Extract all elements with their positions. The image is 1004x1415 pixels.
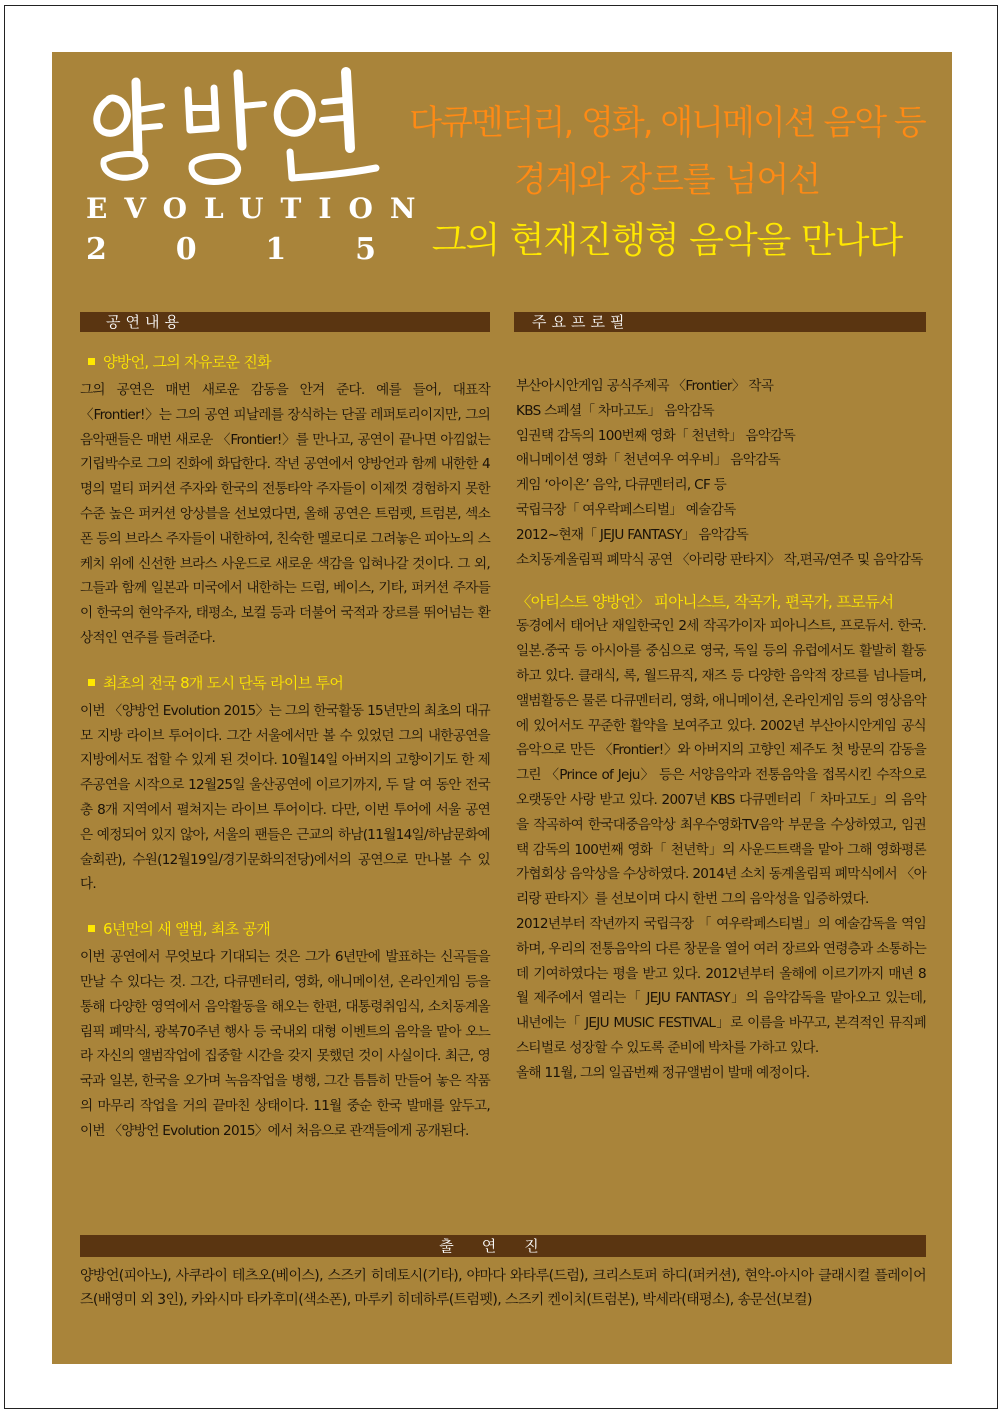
year-digit: 1 [265,232,287,267]
evolution-wordmark: EVOLUTION [86,192,433,225]
year-digit: 0 [175,232,197,267]
paragraph: 그의 공연은 매번 새로운 감동을 안겨 준다. 예를 들어, 대표작 〈Frontier!〉는 그의 공연 피날레를 장식하는 단골 레퍼토리이지만, 그의 음악팬들은 매번 새로운 〈Frontier!〉를 만나고, 공연이 끝나면 아낌없는 기립박수로 그의 진화에 화답한다. 작년 공연에서 양방언과 함께 내한한 4명의 멀티 퍼커션 주자와 한국의 전통타악 주자들이 이제껏 경험하지 못한 수준 높은 퍼커션 앙상블을 선보였다면, 올해 공연은 트럼펫, 트럼본, 섹소폰 등의 브라스 주자들이 내한하여, 친숙한 멜로디로 그려놓은 피아노의 스케치 위에 신선한 브라스 사운드로 새로운 색감을 입혀나갈 것이다. 그 외, 그들과 함께 일본과 미국에서 내한하는 드럼, 베이스, 기타, 퍼커션 주자들이 한국의 현악주자, 태평소, 보컬 등과 더불어 국적과 장르를 뛰어넘는 환상적인 연주를 들려준다. [80,382,490,646]
profile-item: 국립극장「 여우락페스티벌」 예술감독 [516,501,736,518]
profile-item: 게임 ‘아이온’ 음악, 다큐멘터리, CF 등 [516,477,727,494]
paragraph: 이번 〈양방언 Evolution 2015〉는 그의 한국활동 15년만의 최초의 대규모 지방 라이브 투어이다. 그간 서울에서만 볼 수 있었던 그의 내한공연을 지방에서도 접할 수 있게 된 것이다. 10월14일 아버지의 고향이기도 한 제주공연을 시작으로 12월25일 울산공연에 이르기까지, 두 달 여 동안 전국 총 8개 지역에서 펼쳐지는 라이브 투어이다. 다만, 이번 투어에 서울 공연은 예정되어 있지 않아, 서울의 팬들은 근교의 하남(11월14일/하남문화예술회관), 수원(12월19일/경기문화의전당)에서의 공연으로 만나볼 수 있다. [80,702,490,893]
bullet-square-icon [88,358,95,365]
subheading: 최초의 전국 8개 도시 단독 라이브 투어 [80,671,490,695]
profile-item: 부산아시안게임 공식주제곡 〈Frontier〉 작곡 [516,378,774,394]
subheading: 양방언, 그의 자유로운 진화 [80,350,490,374]
artist-paragraph: 올해 11월, 그의 일곱번째 정규앨범이 발매 예정이다. [516,1064,810,1081]
headline [382,97,952,271]
performance-column [80,350,490,1144]
profile-item: 애니메이션 영화「 천년여우 여우비」 음악감독 [516,452,781,469]
profile-item: 2012~현재「 JEJU FANTASY」 음악감독 [516,526,749,543]
artist-paragraph: 동경에서 태어난 재일한국인 2세 작곡가이자 피아니스트, 프로듀서. 한국.일본.중국 등 아시아를 중심으로 영국, 독일 등의 유럽에서도 활발히 활동하고 있다. 클래식, 록, 월드뮤직, 재즈 등 다양한 음악적 장르를 넘나들며, 앨범활동은 물론 다큐멘터리, 영화, 애니메이션, 온라인게임 등의 영상음악에 있어서도 꾸준한 활약을 보여주고 있다. 2002년 부산아시안게임 공식음악으로 만든 〈Frontier!〉와 아버지의 고향인 제주도 첫 방문의 감동을 그린 〈Prince of Jeju〉 등은 서양음악과 전통음악을 접목시킨 수작으로 오랫동안 사랑 받고 있다. 2007년 KBS 다큐멘터리「 차마고도」의 음악을 작곡하여 한국대중음악상 최우수영화TV음악 부문을 수상하였고, 임권택 감독의 100번째 영화「 천년학」의 사운드트랙을 맡아 그해 영화평론가협회상 음악상을 수상하였다. 2014년 소치 동계올림픽 폐막식에서 〈아리랑 판타지〉를 선보이며 다시 한번 그의 음악성을 입증하였다. [516,618,926,908]
year-digit: 5 [355,232,376,267]
profile-list [516,374,926,572]
section-bar-label: 주요프로필 [532,313,630,331]
profile-column [516,374,926,1086]
section-bar-label: 공연내용 [106,313,184,331]
yang-bang-eon-calligraphy-logo [78,60,388,190]
section-bar-cast [80,1235,926,1257]
profile-item: KBS 스페셜「 차마고도」 음악감독 [516,402,714,419]
profile-item: 소치동계올림픽 폐막식 공연 〈아리랑 판타지〉 작,편곡/연주 및 음악감독 [516,551,923,568]
subheading: 6년만의 새 앨범, 최초 공개 [80,917,490,941]
headline-line-3: 그의 현재진행형 음악을 만나다 [431,220,903,261]
profile-item: 임권택 감독의 100번째 영화「 천년학」 음악감독 [516,427,796,444]
cast-list: 양방언(피아노), 사쿠라이 테츠오(베이스), 스즈키 히데토시(기타), 야마다 와타루(드럼), 크리스토퍼 하디(퍼커션), 현악-아시아 클래시컬 플레이어즈(배영미 외 3인), 카와시마 타카후미(색소폰), 마루키 히데하루(트럼펫), 스즈키 켄이치(트럼본), 박세라(태평소), 송문선(보컬) [80,1268,926,1308]
artist-paragraph: 2012년부터 작년까지 국립극장 「 여우락페스티벌」의 예술감독을 역임하며, 우리의 전통음악의 다른 창문을 열어 여러 장르와 연령층과 소통하는데 기여하였다는 평을 받고 있다. 2012년부터 올해에 이르기까지 매년 8월 제주에서 열리는「 JEJU FANTASY」의 음악감독을 맡아오고 있는데, 내년에는「 JEJU MUSIC FESTIVAL」로 이름을 바꾸고, 본격적인 뮤직페스티벌로 성장할 수 있도록 준비에 박차를 가하고 있다. [516,915,926,1056]
section-bar-profile [514,312,926,332]
year-wordmark [86,232,376,267]
year-digit: 2 [86,232,107,267]
headline-line-2: 경계와 장르를 넘어선 [513,160,821,200]
poster-panel [52,52,952,1364]
bullet-square-icon [88,679,95,686]
section-bar-performance [80,312,490,332]
headline-line-1: 다큐멘터리, 영화, 애니메이션 음악 등 [409,103,925,143]
artist-heading: 〈아티스트 양방언〉 피아니스트, 작곡가, 편곡가, 프로듀서 [516,593,894,612]
section-bar-label: 출연진 [439,1237,567,1255]
bullet-square-icon [88,925,95,932]
paragraph: 이번 공연에서 무엇보다 기대되는 것은 그가 6년만에 발표하는 신곡들을 만날 수 있다는 것. 그간, 다큐멘터리, 영화, 애니메이션, 온라인게임 등을 통해 다양한 영역에서 음악활동을 해오는 한편, 대통령취임식, 소치동계올림픽 폐막식, 광복70주년 행사 등 국내외 대형 이벤트의 음악을 맡아 오느라 자신의 앨범작업에 집중할 시간을 갖지 못했던 것이 사실이다. 최근, 영국과 일본, 한국을 오가며 녹음작업을 병행, 그간 틈틈히 만들어 놓은 작품의 마무리 작업을 거의 끝마친 상태이다. 11월 중순 한국 발매를 앞두고, 이번 〈양방언 Evolution 2015〉에서 처음으로 관객들에게 공개된다. [80,949,490,1139]
